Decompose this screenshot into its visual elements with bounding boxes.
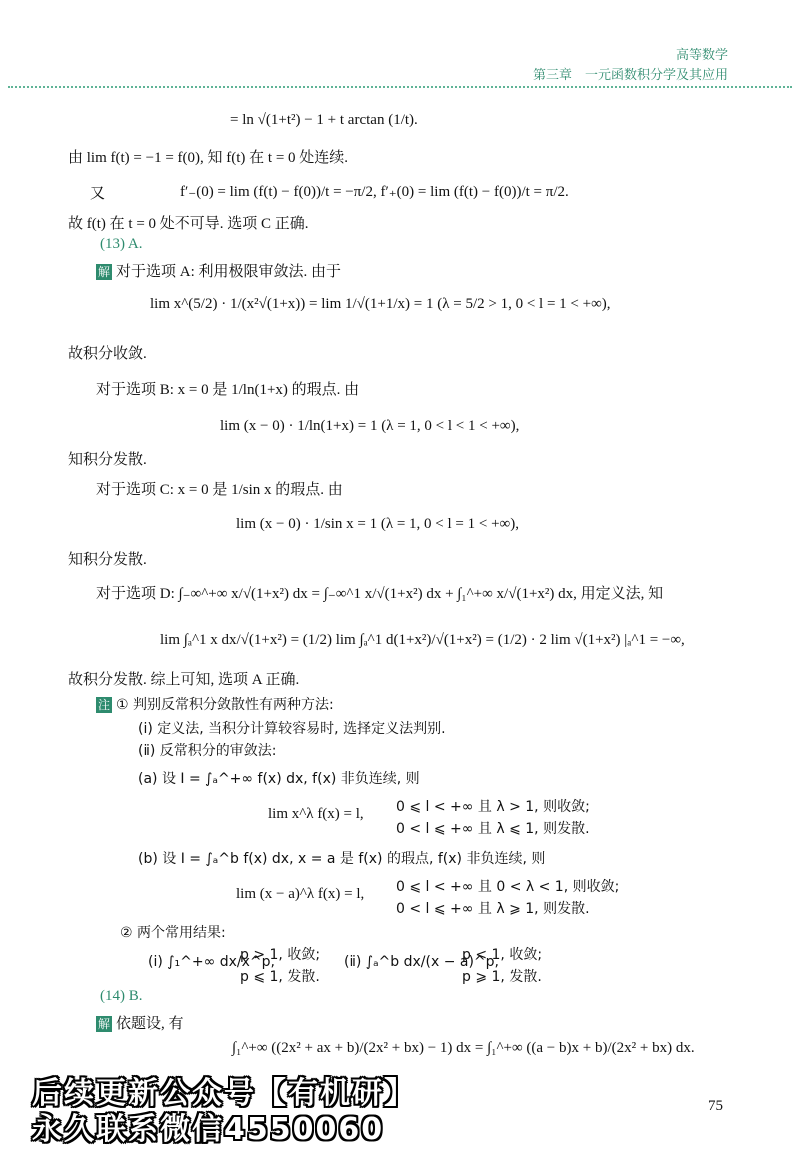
text-line: 对于选项 A: 利用极限审敛法. 由于 — [116, 264, 342, 280]
formula-line: = ln √(1+t²) − 1 + t arctan (1/t). — [230, 112, 418, 128]
solution-14-intro — [96, 1012, 184, 1033]
text-line: ① 判别反常积分敛散性有两种方法: — [116, 697, 334, 713]
case-line: 0 ⩽ l < +∞ 且 λ > 1, 则收敛; — [396, 799, 590, 815]
case-line: p ⩽ 1, 发散. — [240, 969, 320, 985]
solution-tag: 解 — [98, 1017, 111, 1031]
text-line: (ⅰ) 定义法, 当积分计算较容易时, 选择定义法判别. — [138, 721, 446, 737]
formula-line: lim (x − 0) · 1/sin x = 1 (λ = 1, 0 < l = 1 < +∞), — [236, 516, 520, 532]
text-line: (ⅱ) 反常积分的审敛法: — [138, 743, 277, 759]
watermark-line-2: 永久联系微信4550060 — [32, 1112, 385, 1147]
formula-line: lim x^(5/2) · 1/(x²√(1+x)) = lim 1/√(1+1/x) = 1 (λ = 5/2 > 1, 0 < l = 1 < +∞), — [150, 296, 611, 312]
formula-line: lim (x − a)^λ f(x) = l, — [236, 886, 365, 902]
book-title: 高等数学 — [675, 48, 728, 63]
case-line: p > 1, 收敛; — [240, 947, 321, 963]
case-line: 0 < l ⩽ +∞ 且 λ ⩾ 1, 则发散. — [396, 901, 590, 917]
answer-13: (13) A. — [100, 236, 143, 252]
chapter-title: 第三章 一元函数积分学及其应用 — [532, 68, 728, 83]
text-line: 故积分发散. 综上可知, 选项 A 正确. — [68, 672, 300, 688]
page-number: 75 — [708, 1098, 723, 1114]
formula-line: lim ∫ₐ^1 x dx/√(1+x²) = (1/2) lim ∫ₐ^1 d(1+x²)/√(1+x²) = (1/2) · 2 lim √(1+x²) |ₐ^1 = −∞, — [160, 632, 685, 648]
case-line: p ⩾ 1, 发散. — [462, 969, 542, 985]
solution-13-intro — [96, 260, 341, 281]
text-line: 对于选项 C: x = 0 是 1/sin x 的瑕点. 由 — [96, 482, 343, 498]
header-divider — [8, 86, 792, 88]
formula-line: lim (x − 0) · 1/ln(1+x) = 1 (λ = 1, 0 < l < 1 < +∞), — [220, 418, 520, 434]
formula-line: (ⅱ) ∫ₐ^b dx/(x − a)^p, — [344, 954, 499, 970]
note-intro — [96, 694, 334, 714]
case-line: p < 1, 收敛; — [462, 947, 543, 963]
note-tag: 注 — [98, 698, 111, 712]
text-line: 对于选项 B: x = 0 是 1/ln(1+x) 的瑕点. 由 — [96, 382, 360, 398]
text-line: 故积分收敛. — [68, 346, 147, 362]
text-line: 依题设, 有 — [116, 1016, 184, 1032]
formula-line: lim x^λ f(x) = l, — [268, 806, 364, 822]
solution-tag: 解 — [98, 265, 111, 279]
text-line: 知积分发散. — [68, 452, 147, 468]
text-line: 由 lim f(t) = −1 = f(0), 知 f(t) 在 t = 0 处连续. — [68, 150, 349, 166]
text-line: 故 f(t) 在 t = 0 处不可导. 选项 C 正确. — [68, 216, 309, 232]
text-line: (b) 设 I = ∫ₐ^b f(x) dx, x = a 是 f(x) 的瑕点, f(x) 非负连续, 则 — [138, 851, 546, 867]
formula-line: f′₋(0) = lim (f(t) − f(0))/t = −π/2, f′₊(0) = lim (f(t) − f(0))/t = π/2. — [180, 184, 569, 200]
text-line: 知积分发散. — [68, 552, 147, 568]
watermark-line-1: 后续更新公众号【有机研】 — [32, 1076, 416, 1111]
case-line: 0 < l ⩽ +∞ 且 λ ⩽ 1, 则发散. — [396, 821, 590, 837]
formula-line: ∫₁^+∞ ((2x² + ax + b)/(2x² + bx) − 1) dx = ∫₁^+∞ ((a − b)x + b)/(2x² + bx) dx. — [232, 1040, 695, 1056]
text-line: (a) 设 I = ∫ₐ^+∞ f(x) dx, f(x) 非负连续, 则 — [138, 771, 420, 787]
formula-line: (ⅰ) ∫₁^+∞ dx/x^p, — [148, 954, 275, 970]
text-line: 对于选项 D: ∫₋∞^+∞ x/√(1+x²) dx = ∫₋∞^1 x/√(1+x²) dx + ∫₁^+∞ x/√(1+x²) dx, 用定义法, 知 — [96, 586, 664, 602]
text-line: ② 两个常用结果: — [120, 925, 226, 941]
text-label: 又 — [90, 186, 106, 202]
answer-14: (14) B. — [100, 988, 143, 1004]
case-line: 0 ⩽ l < +∞ 且 0 < λ < 1, 则收敛; — [396, 879, 620, 895]
